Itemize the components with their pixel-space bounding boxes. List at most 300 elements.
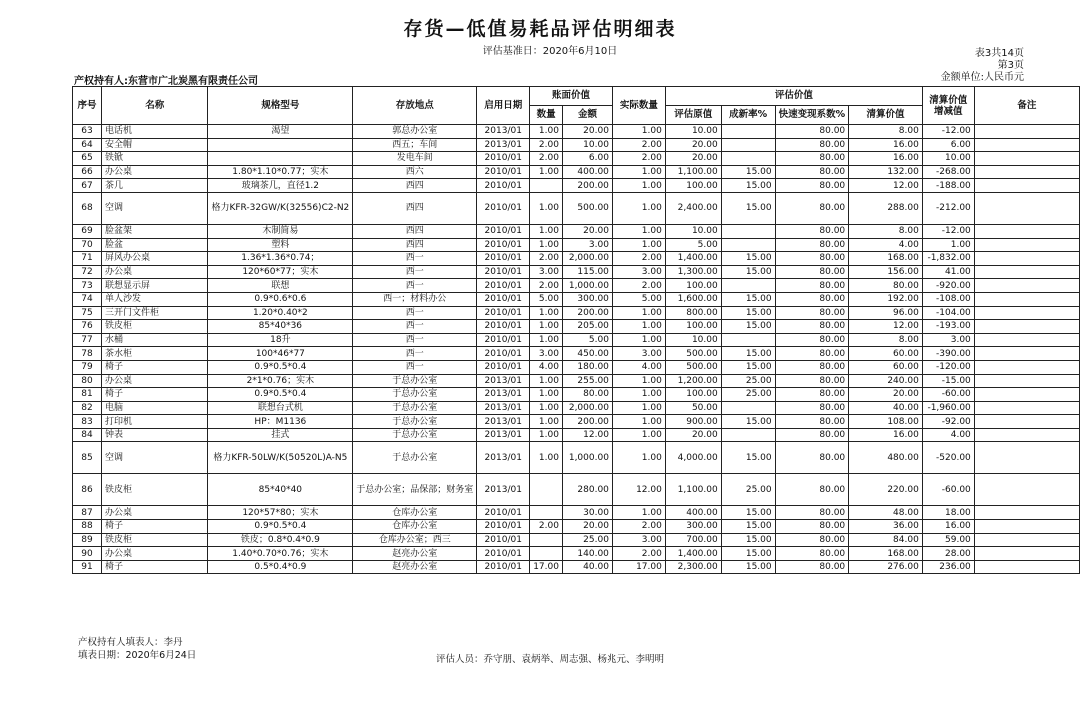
cell-diff: -920.00	[922, 279, 974, 293]
cell-name: 办公桌	[101, 165, 207, 179]
currency-unit: 金额单位:人民币元	[940, 72, 1024, 83]
cell-liq: 168.00	[849, 252, 923, 266]
table-row	[73, 360, 1080, 374]
cell-spec: 联想台式机	[208, 401, 353, 415]
cell-note	[974, 347, 1079, 361]
cell-qty: 1.00	[530, 165, 563, 179]
cell-amt: 200.00	[562, 415, 612, 429]
col-diff: 清算价值增减值	[922, 87, 974, 125]
cell-new: 15.00	[721, 360, 775, 374]
cell-aqty: 1.00	[612, 179, 665, 193]
cell-new: 15.00	[721, 252, 775, 266]
cell-diff: -15.00	[922, 374, 974, 388]
cell-seq: 69	[73, 224, 102, 238]
cell-qty: 2.00	[530, 279, 563, 293]
cell-date: 2010/01	[477, 347, 530, 361]
col-eval-value: 评估价值	[665, 87, 922, 106]
cell-aqty: 2.00	[612, 547, 665, 561]
col-newness: 成新率%	[721, 106, 775, 125]
table-row	[73, 279, 1080, 293]
cell-name: 水桶	[101, 333, 207, 347]
cell-date: 2010/01	[477, 360, 530, 374]
cell-qty: 4.00	[530, 360, 563, 374]
cell-name: 铁锨	[101, 152, 207, 166]
cell-name: 铁皮柜	[101, 320, 207, 334]
cell-coef: 80.00	[775, 333, 849, 347]
cell-aqty: 3.00	[612, 265, 665, 279]
cell-diff: -520.00	[922, 442, 974, 474]
cell-amt: 6.00	[562, 152, 612, 166]
cell-orig: 5.00	[665, 238, 721, 252]
cell-note	[974, 192, 1079, 224]
cell-name: 空调	[101, 192, 207, 224]
cell-name: 单人沙发	[101, 292, 207, 306]
cell-new: 15.00	[721, 533, 775, 547]
cell-diff: 18.00	[922, 506, 974, 520]
cell-liq: 4.00	[849, 238, 923, 252]
table-row	[73, 152, 1080, 166]
cell-note	[974, 360, 1079, 374]
cell-diff: -92.00	[922, 415, 974, 429]
cell-new: 15.00	[721, 179, 775, 193]
cell-loc: 郭总办公室	[353, 125, 477, 139]
cell-spec: 1.80*1.10*0.77；实木	[208, 165, 353, 179]
cell-liq: 240.00	[849, 374, 923, 388]
cell-diff: 16.00	[922, 520, 974, 534]
cell-new	[721, 279, 775, 293]
cell-spec: 铁皮；0.8*0.4*0.9	[208, 533, 353, 547]
cell-diff: 6.00	[922, 138, 974, 152]
col-actual-qty: 实际数量	[612, 87, 665, 125]
cell-name: 屏风办公桌	[101, 252, 207, 266]
cell-name: 办公桌	[101, 265, 207, 279]
cell-diff: 10.00	[922, 152, 974, 166]
cell-name: 铁皮柜	[101, 533, 207, 547]
col-fast-coef: 快速变现系数%	[775, 106, 849, 125]
cell-coef: 80.00	[775, 320, 849, 334]
cell-aqty: 3.00	[612, 347, 665, 361]
cell-qty: 1.00	[530, 428, 563, 442]
cell-amt: 1,000.00	[562, 442, 612, 474]
cell-qty: 1.00	[530, 401, 563, 415]
cell-coef: 80.00	[775, 179, 849, 193]
cell-liq: 480.00	[849, 442, 923, 474]
cell-spec: 渴望	[208, 125, 353, 139]
cell-new	[721, 401, 775, 415]
cell-date: 2013/01	[477, 374, 530, 388]
cell-qty: 1.00	[530, 374, 563, 388]
cell-note	[974, 152, 1079, 166]
cell-orig: 10.00	[665, 224, 721, 238]
cell-name: 办公桌	[101, 374, 207, 388]
cell-aqty: 5.00	[612, 292, 665, 306]
cell-amt: 80.00	[562, 388, 612, 402]
cell-qty: 2.00	[530, 138, 563, 152]
cell-coef: 80.00	[775, 547, 849, 561]
cell-date: 2010/01	[477, 265, 530, 279]
cell-date: 2010/01	[477, 506, 530, 520]
cell-date: 2010/01	[477, 252, 530, 266]
cell-coef: 80.00	[775, 292, 849, 306]
cell-spec: 18升	[208, 333, 353, 347]
cell-loc: 于总办公室	[353, 415, 477, 429]
cell-liq: 8.00	[849, 224, 923, 238]
cell-coef: 80.00	[775, 428, 849, 442]
cell-amt: 20.00	[562, 125, 612, 139]
cell-loc: 于总办公室	[353, 442, 477, 474]
col-liq-value: 清算价值	[849, 106, 923, 125]
cell-aqty: 1.00	[612, 415, 665, 429]
fill-date: 填表日期：2020年6月24日	[78, 650, 197, 661]
cell-new: 15.00	[721, 520, 775, 534]
table-row	[73, 179, 1080, 193]
cell-spec: 0.9*0.5*0.4	[208, 520, 353, 534]
cell-aqty: 4.00	[612, 360, 665, 374]
cell-seq: 72	[73, 265, 102, 279]
cell-date: 2013/01	[477, 138, 530, 152]
cell-name: 椅子	[101, 520, 207, 534]
cell-amt: 2,000.00	[562, 252, 612, 266]
cell-seq: 63	[73, 125, 102, 139]
cell-note	[974, 292, 1079, 306]
table-row	[73, 415, 1080, 429]
cell-new: 15.00	[721, 347, 775, 361]
cell-liq: 16.00	[849, 152, 923, 166]
cell-coef: 80.00	[775, 252, 849, 266]
cell-note	[974, 125, 1079, 139]
cell-orig: 20.00	[665, 138, 721, 152]
cell-diff: 59.00	[922, 533, 974, 547]
cell-qty: 5.00	[530, 292, 563, 306]
cell-coef: 80.00	[775, 306, 849, 320]
cell-diff: -12.00	[922, 224, 974, 238]
col-qty: 数量	[530, 106, 563, 125]
cell-loc: 仓库办公室；西三	[353, 533, 477, 547]
cell-coef: 80.00	[775, 520, 849, 534]
cell-diff: -1,832.00	[922, 252, 974, 266]
cell-name: 联想显示屏	[101, 279, 207, 293]
cell-seq: 87	[73, 506, 102, 520]
cell-diff: -60.00	[922, 388, 974, 402]
cell-orig: 1,400.00	[665, 252, 721, 266]
cell-coef: 80.00	[775, 238, 849, 252]
cell-date: 2013/01	[477, 415, 530, 429]
cell-seq: 86	[73, 474, 102, 506]
cell-date: 2010/01	[477, 279, 530, 293]
cell-name: 茶几	[101, 179, 207, 193]
cell-loc: 西一	[353, 279, 477, 293]
cell-qty: 1.00	[530, 415, 563, 429]
cell-new: 15.00	[721, 442, 775, 474]
cell-coef: 80.00	[775, 192, 849, 224]
cell-diff: -193.00	[922, 320, 974, 334]
cell-orig: 700.00	[665, 533, 721, 547]
cell-aqty: 12.00	[612, 474, 665, 506]
cell-seq: 79	[73, 360, 102, 374]
cell-name: 茶水柜	[101, 347, 207, 361]
cell-qty: 1.00	[530, 224, 563, 238]
table-row	[73, 560, 1080, 574]
cell-note	[974, 428, 1079, 442]
cell-qty: 1.00	[530, 320, 563, 334]
cell-note	[974, 520, 1079, 534]
cell-note	[974, 165, 1079, 179]
cell-new: 25.00	[721, 374, 775, 388]
cell-liq: 16.00	[849, 138, 923, 152]
cell-seq: 77	[73, 333, 102, 347]
cell-amt: 12.00	[562, 428, 612, 442]
cell-seq: 90	[73, 547, 102, 561]
cell-orig: 4,000.00	[665, 442, 721, 474]
cell-qty: 17.00	[530, 560, 563, 574]
cell-coef: 80.00	[775, 165, 849, 179]
cell-seq: 68	[73, 192, 102, 224]
cell-note	[974, 547, 1079, 561]
cell-aqty: 1.00	[612, 442, 665, 474]
cell-date: 2010/01	[477, 152, 530, 166]
cell-new: 15.00	[721, 265, 775, 279]
cell-amt: 140.00	[562, 547, 612, 561]
cell-aqty: 1.00	[612, 125, 665, 139]
cell-new: 15.00	[721, 506, 775, 520]
cell-seq: 84	[73, 428, 102, 442]
cell-qty: 3.00	[530, 347, 563, 361]
table-row	[73, 533, 1080, 547]
cell-liq: 276.00	[849, 560, 923, 574]
col-amount: 金额	[562, 106, 612, 125]
cell-spec: 格力KFR-50LW/K(50520L)A-N5	[208, 442, 353, 474]
cell-diff: -188.00	[922, 179, 974, 193]
cell-new: 25.00	[721, 474, 775, 506]
cell-orig: 10.00	[665, 333, 721, 347]
cell-orig: 50.00	[665, 401, 721, 415]
cell-seq: 80	[73, 374, 102, 388]
cell-date: 2010/01	[477, 165, 530, 179]
cell-orig: 100.00	[665, 279, 721, 293]
cell-diff: -108.00	[922, 292, 974, 306]
cell-seq: 71	[73, 252, 102, 266]
cell-loc: 西四	[353, 192, 477, 224]
cell-diff: -120.00	[922, 360, 974, 374]
cell-spec: 120*57*80；实木	[208, 506, 353, 520]
cell-amt: 1,000.00	[562, 279, 612, 293]
cell-qty	[530, 179, 563, 193]
cell-qty: 2.00	[530, 152, 563, 166]
cell-orig: 500.00	[665, 347, 721, 361]
cell-liq: 192.00	[849, 292, 923, 306]
table-row	[73, 252, 1080, 266]
cell-new	[721, 238, 775, 252]
table-row	[73, 547, 1080, 561]
cell-liq: 48.00	[849, 506, 923, 520]
cell-qty: 1.00	[530, 442, 563, 474]
cell-name: 椅子	[101, 388, 207, 402]
cell-name: 打印机	[101, 415, 207, 429]
cell-diff: 28.00	[922, 547, 974, 561]
cell-loc: 发电车间	[353, 152, 477, 166]
cell-liq: 84.00	[849, 533, 923, 547]
cell-orig: 10.00	[665, 125, 721, 139]
cell-spec: 85*40*36	[208, 320, 353, 334]
cell-seq: 85	[73, 442, 102, 474]
cell-note	[974, 474, 1079, 506]
cell-qty: 2.00	[530, 252, 563, 266]
table-row	[73, 292, 1080, 306]
cell-amt: 400.00	[562, 165, 612, 179]
cell-date: 2013/01	[477, 474, 530, 506]
cell-loc: 西一	[353, 265, 477, 279]
cell-qty: 1.00	[530, 306, 563, 320]
cell-qty: 1.00	[530, 238, 563, 252]
cell-seq: 66	[73, 165, 102, 179]
cell-aqty: 1.00	[612, 165, 665, 179]
cell-coef: 80.00	[775, 374, 849, 388]
cell-spec: 0.9*0.6*0.6	[208, 292, 353, 306]
cell-coef: 80.00	[775, 388, 849, 402]
cell-seq: 88	[73, 520, 102, 534]
page-number: 第3页	[997, 60, 1024, 71]
cell-seq: 73	[73, 279, 102, 293]
cell-qty	[530, 506, 563, 520]
cell-note	[974, 238, 1079, 252]
cell-aqty: 1.00	[612, 320, 665, 334]
cell-orig: 900.00	[665, 415, 721, 429]
col-book-value: 账面价值	[530, 87, 613, 106]
table-row	[73, 333, 1080, 347]
table-row	[73, 388, 1080, 402]
cell-loc: 西四	[353, 179, 477, 193]
cell-seq: 91	[73, 560, 102, 574]
cell-date: 2010/01	[477, 333, 530, 347]
cell-name: 办公桌	[101, 506, 207, 520]
table-row	[73, 320, 1080, 334]
cell-name: 电话机	[101, 125, 207, 139]
col-location: 存放地点	[353, 87, 477, 125]
table-row	[73, 347, 1080, 361]
cell-name: 办公桌	[101, 547, 207, 561]
cell-diff: 4.00	[922, 428, 974, 442]
table-row	[73, 265, 1080, 279]
cell-qty: 1.00	[530, 388, 563, 402]
cell-diff: 3.00	[922, 333, 974, 347]
cell-liq: 8.00	[849, 333, 923, 347]
cell-loc: 于总办公室	[353, 374, 477, 388]
cell-spec	[208, 152, 353, 166]
appraisers: 评估人员：乔守朋、袁炳举、周志强、杨兆元、李明明	[436, 654, 665, 665]
cell-loc: 西五；车间	[353, 138, 477, 152]
cell-aqty: 17.00	[612, 560, 665, 574]
cell-name: 椅子	[101, 560, 207, 574]
cell-qty: 3.00	[530, 265, 563, 279]
cell-orig: 20.00	[665, 152, 721, 166]
cell-name: 空调	[101, 442, 207, 474]
col-date: 启用日期	[477, 87, 530, 125]
cell-date: 2013/01	[477, 428, 530, 442]
cell-amt: 300.00	[562, 292, 612, 306]
cell-loc: 西六	[353, 165, 477, 179]
cell-orig: 400.00	[665, 506, 721, 520]
cell-diff: 41.00	[922, 265, 974, 279]
cell-date: 2013/01	[477, 442, 530, 474]
cell-note	[974, 401, 1079, 415]
table-body	[73, 125, 1080, 574]
cell-note	[974, 138, 1079, 152]
cell-new: 15.00	[721, 547, 775, 561]
cell-note	[974, 265, 1079, 279]
cell-seq: 67	[73, 179, 102, 193]
cell-qty: 1.00	[530, 192, 563, 224]
cell-spec: 格力KFR-32GW/K(32556)C2-N2	[208, 192, 353, 224]
col-name: 名称	[101, 87, 207, 125]
cell-new	[721, 428, 775, 442]
cell-loc: 西四	[353, 224, 477, 238]
cell-amt: 200.00	[562, 179, 612, 193]
cell-note	[974, 306, 1079, 320]
table-row	[73, 165, 1080, 179]
table-row	[73, 125, 1080, 139]
cell-diff: -60.00	[922, 474, 974, 506]
cell-orig: 100.00	[665, 320, 721, 334]
cell-name: 三开门文件柜	[101, 306, 207, 320]
cell-new	[721, 138, 775, 152]
col-note: 备注	[974, 87, 1079, 125]
cell-new	[721, 152, 775, 166]
cell-aqty: 3.00	[612, 533, 665, 547]
cell-aqty: 1.00	[612, 224, 665, 238]
cell-spec: 1.20*0.40*2	[208, 306, 353, 320]
cell-seq: 89	[73, 533, 102, 547]
cell-orig: 800.00	[665, 306, 721, 320]
cell-spec: 0.5*0.4*0.9	[208, 560, 353, 574]
cell-aqty: 2.00	[612, 279, 665, 293]
cell-aqty: 1.00	[612, 506, 665, 520]
cell-qty: 1.00	[530, 125, 563, 139]
cell-qty	[530, 547, 563, 561]
cell-aqty: 2.00	[612, 138, 665, 152]
cell-aqty: 1.00	[612, 374, 665, 388]
cell-loc: 西一	[353, 333, 477, 347]
cell-note	[974, 333, 1079, 347]
cell-qty: 1.00	[530, 333, 563, 347]
cell-amt: 40.00	[562, 560, 612, 574]
cell-spec: 85*40*40	[208, 474, 353, 506]
cell-seq: 74	[73, 292, 102, 306]
cell-note	[974, 320, 1079, 334]
cell-qty	[530, 533, 563, 547]
cell-loc: 赵亮办公室	[353, 547, 477, 561]
valuation-date: 评估基准日：2020年6月10日	[482, 46, 618, 57]
cell-date: 2010/01	[477, 560, 530, 574]
cell-name: 脸盆架	[101, 224, 207, 238]
cell-aqty: 1.00	[612, 192, 665, 224]
cell-loc: 西四	[353, 238, 477, 252]
cell-note	[974, 533, 1079, 547]
cell-orig: 1,200.00	[665, 374, 721, 388]
cell-diff: 1.00	[922, 238, 974, 252]
cell-liq: 220.00	[849, 474, 923, 506]
table-row	[73, 238, 1080, 252]
property-owner: 产权持有人:东营市广北炭黑有限责任公司	[74, 76, 258, 87]
cell-new	[721, 125, 775, 139]
cell-note	[974, 279, 1079, 293]
cell-aqty: 2.00	[612, 520, 665, 534]
cell-loc: 西一	[353, 360, 477, 374]
cell-amt: 25.00	[562, 533, 612, 547]
cell-name: 钟表	[101, 428, 207, 442]
cell-date: 2010/01	[477, 320, 530, 334]
cell-seq: 78	[73, 347, 102, 361]
cell-coef: 80.00	[775, 224, 849, 238]
